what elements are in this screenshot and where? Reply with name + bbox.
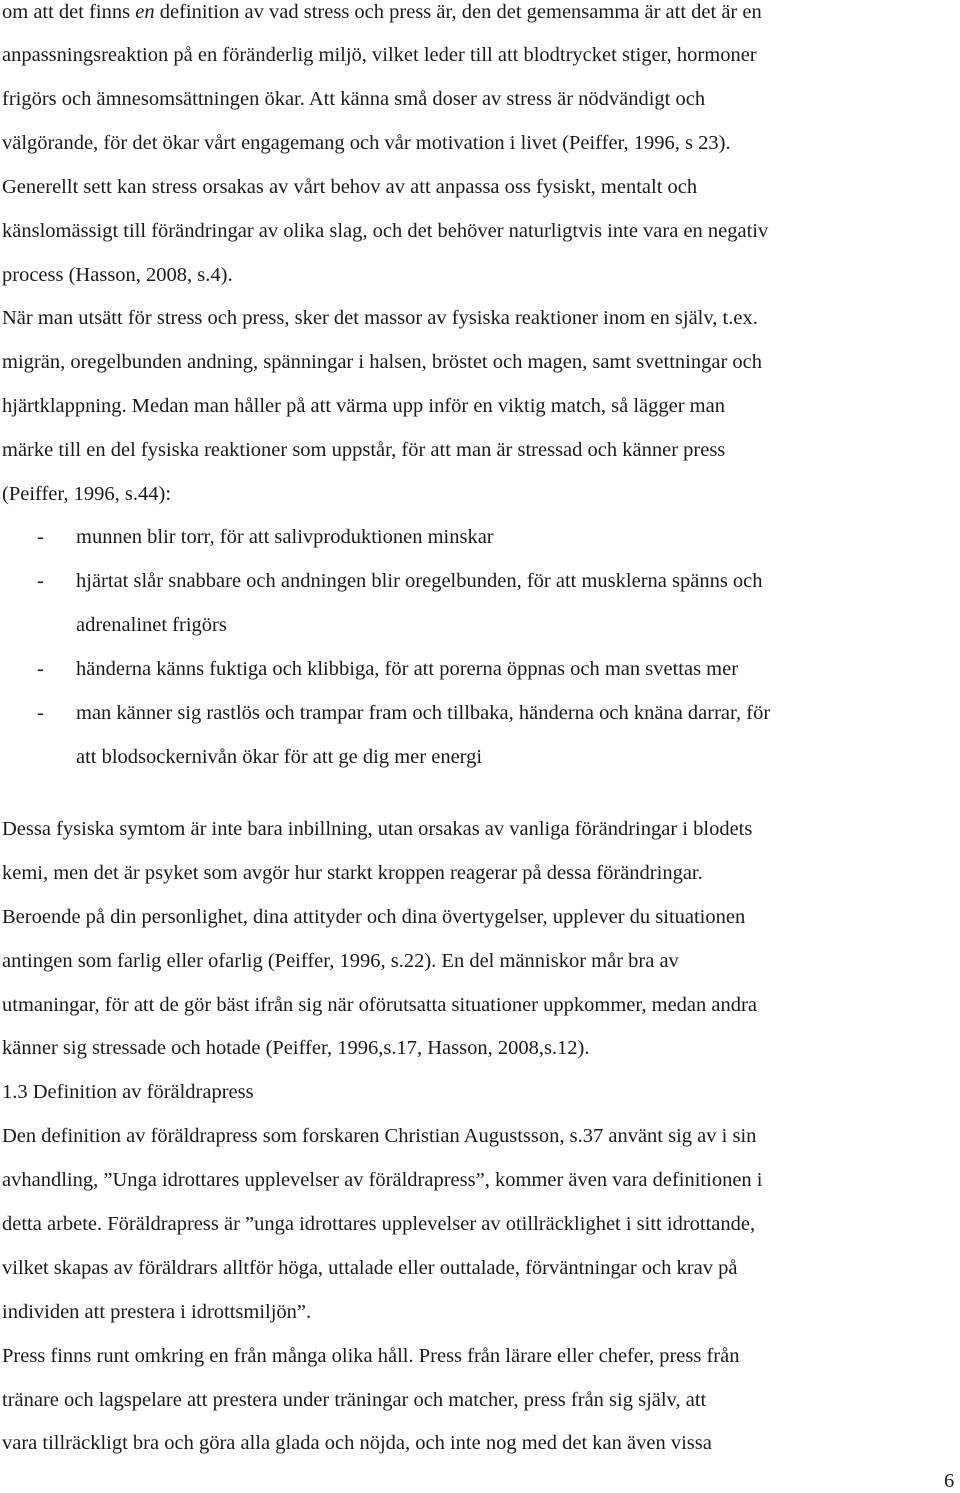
para1-line-8: När man utsätt för stress och press, sker det massor av fysiska reaktioner inom en själv, t.ex. <box>2 307 758 329</box>
para3-line-1: Den definition av föräldrapress som forskaren Christian Augustsson, s.37 använt sig av i sin <box>2 1125 757 1147</box>
para1-line-11: märke till en del fysiska reaktioner som uppstår, för att man är stressad och känner press <box>2 439 726 461</box>
para3-line-8: vara tillräckligt bra och göra alla glada och nöjda, och inte nog med det kan även vissa <box>2 1432 712 1454</box>
bullet-dash: - <box>37 570 44 592</box>
para3-line-7: tränare och lagspelare att prestera under träningar och matcher, press från sig själv, att <box>2 1389 707 1411</box>
para3-line-6: Press finns runt omkring en från många olika håll. Press från lärare eller chefer, press från <box>2 1345 740 1367</box>
para2-line-6: känner sig stressade och hotade (Peiffer, 1996,s.17, Hasson, 2008,s.12). <box>2 1037 590 1059</box>
para1-line-4: välgörande, för det ökar vårt engagemang och vår motivation i livet (Peiffer, 1996, s 23). <box>2 132 731 154</box>
para3-line-4: vilket skapas av föräldrars alltför höga, uttalade eller outtalade, förväntningar och krav på <box>2 1257 738 1279</box>
bullet-item-4: man känner sig rastlös och trampar fram och tillbaka, händerna och knäna darrar, för <box>76 702 771 724</box>
para1-line-1: om att det finns en definition av vad stress och press är, den det gemensamma är att det är en <box>2 1 762 23</box>
bullet-item-1: munnen blir torr, för att salivproduktionen minskar <box>76 526 494 548</box>
para3-line-3: detta arbete. Föräldrapress är ”unga idrottares upplevelser av otillräcklighet i sitt idrottande, <box>2 1213 756 1235</box>
page-number: 6 <box>944 1470 955 1492</box>
para1-line-6: känslomässigt till förändringar av olika slag, och det behöver naturligtvis inte vara en negativ <box>2 220 769 242</box>
bullet-item-3: händerna känns fuktiga och klibbiga, för att porerna öppnas och man svettas mer <box>76 658 739 680</box>
para1-line-2: anpassningsreaktion på en föränderlig miljö, vilket leder till att blodtrycket stiger, hormoner <box>2 44 757 66</box>
bullet-dash: - <box>37 702 44 724</box>
para2-line-3: Beroende på din personlighet, dina attityder och dina övertygelser, upplever du situationen <box>2 906 746 928</box>
para2-line-5: utmaningar, för att de gör bäst ifrån sig när oförutsatta situationer uppkommer, medan andra <box>2 994 757 1016</box>
bullet-dash: - <box>37 526 44 548</box>
emphasis-en: en <box>135 1 155 23</box>
bullet-item-2-cont: adrenalinet frigörs <box>76 614 227 636</box>
para1-line-3: frigörs och ämnesomsättningen ökar. Att känna små doser av stress är nödvändigt och <box>2 88 706 110</box>
para1-line-9: migrän, oregelbunden andning, spänningar i halsen, bröstet och magen, samt svettningar och <box>2 351 763 373</box>
para1-line-5: Generellt sett kan stress orsakas av vårt behov av att anpassa oss fysiskt, mentalt och <box>2 176 698 198</box>
para1-line-10: hjärtklappning. Medan man håller på att värma upp inför en viktig match, så lägger man <box>2 395 725 417</box>
para3-line-5: individen att prestera i idrottsmiljön”. <box>2 1301 312 1323</box>
bullet-dash: - <box>37 658 44 680</box>
bullet-item-4-cont: att blodsockernivån ökar för att ge dig mer energi <box>76 746 483 768</box>
para2-line-2: kemi, men det är psyket som avgör hur starkt kroppen reagerar på dessa förändringar. <box>2 862 703 884</box>
bullet-item-2: hjärtat slår snabbare och andningen blir oregelbunden, för att musklerna spänns och <box>76 570 763 592</box>
para3-line-2: avhandling, ”Unga idrottares upplevelser av föräldrapress”, kommer även vara definitionen i <box>2 1169 763 1191</box>
para1-line-7: process (Hasson, 2008, s.4). <box>2 264 233 286</box>
para1-line-12: (Peiffer, 1996, s.44): <box>2 483 172 505</box>
para2-line-4: antingen som farlig eller ofarlig (Peiffer, 1996, s.22). En del människor mår bra av <box>2 950 679 972</box>
section-heading: 1.3 Definition av föräldrapress <box>2 1081 254 1103</box>
para2-line-1: Dessa fysiska symtom är inte bara inbillning, utan orsakas av vanliga förändringar i blodets <box>2 818 753 840</box>
